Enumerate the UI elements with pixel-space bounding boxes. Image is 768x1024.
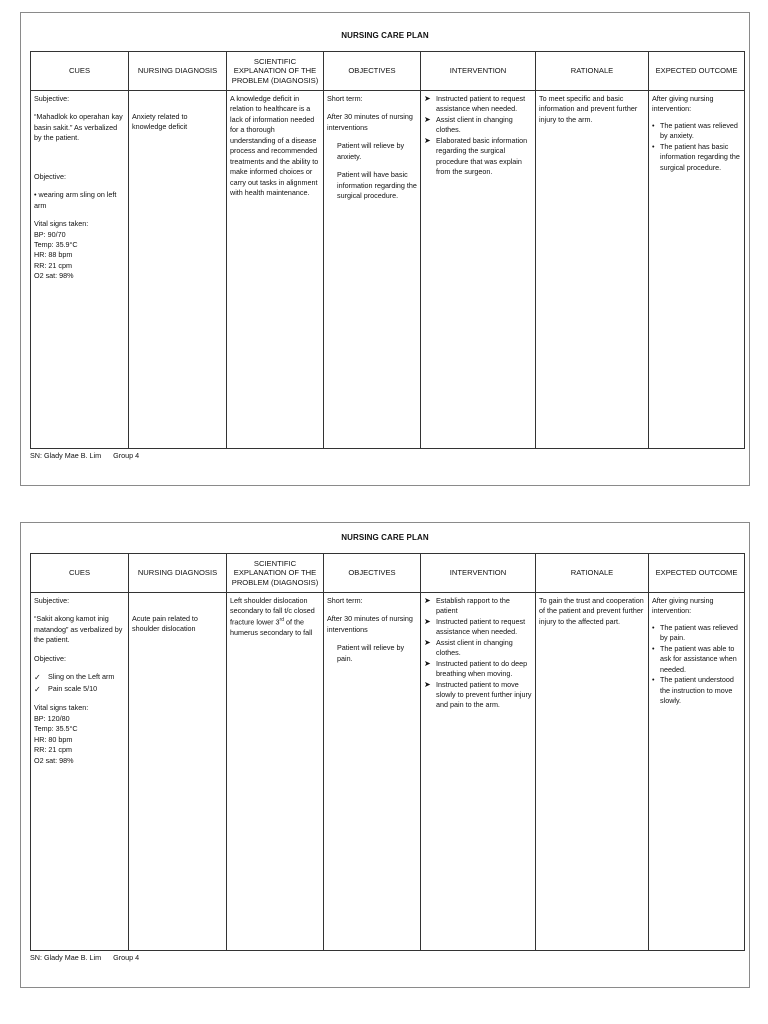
- subjective-text: “Sakit akong kamot inig matandog” as verbalized by the patient.: [34, 614, 123, 645]
- page-footer: [30, 451, 139, 460]
- arrow-bullet-icon: ➤: [424, 114, 431, 124]
- group-label: Group 4: [113, 953, 140, 962]
- subjective-text: “Mahadlok ko operahan kay basin sakit.” As verbalized by the patient.: [34, 112, 123, 143]
- objectives-cell: [324, 593, 421, 951]
- checkmark-icon: ✓: [34, 673, 41, 683]
- table-row: [31, 91, 745, 449]
- objective-goal: Patient will have basic information regarding the surgical procedure.: [337, 170, 417, 201]
- objectives-label: Short term:: [327, 596, 363, 605]
- subjective-label: Subjective:: [34, 596, 70, 605]
- objectives-intro: After 30 minutes of nursing interventions: [327, 614, 413, 634]
- outcome-intro: After giving nursing intervention:: [652, 596, 714, 616]
- objective-goal: Patient will relieve by anxiety.: [337, 141, 405, 161]
- table-row: [31, 593, 745, 951]
- vital-rr: RR: 21 cpm: [34, 745, 72, 755]
- header-intervention: INTERVENTION: [421, 554, 536, 593]
- student-name: SN: Glady Mae B. Lim: [30, 953, 102, 962]
- header-nursing-diagnosis: NURSING DIAGNOSIS: [129, 52, 227, 91]
- intervention-item: ➤ Instructed patient to do deep breathing when moving.: [424, 658, 528, 679]
- header-objectives: OBJECTIVES: [324, 52, 421, 91]
- objective-goal: Patient will relieve by pain.: [337, 643, 405, 663]
- objectives-intro: After 30 minutes of nursing interventions: [327, 112, 413, 132]
- explanation-cell: [227, 593, 324, 951]
- bullet-icon: •: [652, 141, 655, 151]
- outcome-cell: [649, 91, 745, 449]
- arrow-bullet-icon: ➤: [424, 616, 431, 626]
- table-header-row: [31, 52, 745, 91]
- care-plan-table: [30, 51, 745, 449]
- diagnosis-text: Anxiety related to knowledge deficit: [132, 112, 188, 132]
- arrow-bullet-icon: ➤: [424, 679, 431, 689]
- diagnosis-text: Acute pain related to shoulder dislocation: [132, 614, 198, 634]
- vital-bp: BP: 90/70: [34, 229, 66, 239]
- vital-o2: O2 sat: 98%: [34, 271, 74, 281]
- outcome-item: • The patient was relieved by pain.: [652, 622, 738, 643]
- header-rationale: RATIONALE: [536, 554, 649, 593]
- cues-cell: [31, 593, 129, 951]
- intervention-item: ➤ Instructed patient to move slowly to prevent further injury and pain to the arm.: [424, 679, 532, 710]
- subjective-label: Subjective:: [34, 94, 70, 103]
- outcome-item: • The patient was able to ask for assistance when needed.: [652, 643, 737, 674]
- vital-hr: HR: 88 bpm: [34, 250, 73, 260]
- objective-item: ✓ Pain scale 5/10: [34, 683, 98, 694]
- intervention-item: ➤ Assist client in changing clothes.: [424, 637, 513, 658]
- rationale-cell: [536, 91, 649, 449]
- intervention-cell: [421, 91, 536, 449]
- outcome-intro: After giving nursing intervention:: [652, 94, 714, 114]
- arrow-bullet-icon: ➤: [424, 135, 431, 145]
- arrow-bullet-icon: ➤: [424, 637, 431, 647]
- student-name: SN: Glady Mae B. Lim: [30, 451, 102, 460]
- outcome-item: • The patient has basic information regarding the surgical procedure.: [652, 141, 740, 172]
- diagnosis-cell: [129, 593, 227, 951]
- outcome-item: • The patient was relieved by anxiety.: [652, 120, 738, 141]
- explanation-cell: [227, 91, 324, 449]
- vital-o2: O2 sat: 98%: [34, 755, 74, 765]
- header-objectives: OBJECTIVES: [324, 554, 421, 593]
- vital-temp: Temp: 35.9°C: [34, 239, 78, 249]
- vital-hr: HR: 80 bpm: [34, 734, 73, 744]
- objective-label: Objective:: [34, 171, 66, 181]
- rationale-text: To meet specific and basic information and prevent further injury to the arm.: [539, 94, 638, 124]
- header-intervention: INTERVENTION: [421, 52, 536, 91]
- intervention-cell: [421, 593, 536, 951]
- header-rationale: RATIONALE: [536, 52, 649, 91]
- objectives-cell: [324, 91, 421, 449]
- bullet-icon: •: [652, 622, 655, 632]
- vital-temp: Temp: 35.5°C: [34, 724, 78, 734]
- page-footer: [30, 953, 139, 962]
- header-nursing-diagnosis: NURSING DIAGNOSIS: [129, 554, 227, 593]
- header-expected-outcome: EXPECTED OUTCOME: [649, 52, 745, 91]
- care-plan-page-2: [20, 522, 750, 988]
- arrow-bullet-icon: ➤: [424, 596, 431, 605]
- table-header-row: [31, 554, 745, 593]
- diagnosis-cell: [129, 91, 227, 449]
- care-plan-table: [30, 553, 745, 951]
- bullet-icon: •: [652, 120, 655, 130]
- objective-item: ✓ Sling on the Left arm: [34, 672, 115, 683]
- page-title: NURSING CARE PLAN: [341, 31, 429, 40]
- objective-item: • wearing arm sling on left arm: [34, 190, 117, 210]
- header-cues: CUES: [31, 554, 129, 593]
- intervention-item: ➤ Elaborated basic information regarding the surgical procedure that was explain from the surgeon.: [424, 135, 528, 177]
- group-label: Group 4: [113, 451, 140, 460]
- arrow-bullet-icon: ➤: [424, 94, 431, 103]
- vital-bp: BP: 120/80: [34, 713, 70, 723]
- outcome-cell: [649, 593, 745, 951]
- header-expected-outcome: EXPECTED OUTCOME: [649, 554, 745, 593]
- objectives-label: Short term:: [327, 94, 363, 103]
- rationale-cell: [536, 593, 649, 951]
- arrow-bullet-icon: ➤: [424, 658, 431, 668]
- intervention-item: ➤ Instructed patient to request assistance when needed.: [424, 94, 526, 114]
- vitals-label: Vital signs taken:: [34, 219, 89, 229]
- intervention-item: ➤ Establish rapport to the patient: [424, 596, 510, 616]
- vitals-label: Vital signs taken:: [34, 703, 89, 713]
- care-plan-page-1: [20, 12, 750, 486]
- checkmark-icon: ✓: [34, 684, 41, 694]
- header-scientific-explanation: SCIENTIFIC EXPLANATION OF THE PROBLEM (DIAGNOSIS): [227, 52, 324, 91]
- rationale-text: To gain the trust and cooperation of the patient and prevent further injury to the affected part.: [539, 596, 644, 626]
- bullet-icon: •: [652, 675, 655, 685]
- cues-cell: [31, 91, 129, 449]
- objective-label: Objective:: [34, 653, 66, 663]
- explanation-text: A knowledge deficit in relation to healthcare is a lack of information needed for a thorough understanding of a disease process and recommended treatments and the ability to make informed choices or carry out tasks in alignment with health maintenance.: [230, 94, 319, 197]
- header-scientific-explanation: SCIENTIFIC EXPLANATION OF THE PROBLEM (DIAGNOSIS): [227, 554, 324, 593]
- page-title: NURSING CARE PLAN: [341, 533, 429, 542]
- explanation-text: Left shoulder dislocation secondary to fall t/c closed fracture lower 3rd of the humerus secondary to fall: [230, 596, 315, 637]
- outcome-item: • The patient understood the instruction to move slowly.: [652, 675, 734, 705]
- vital-rr: RR: 21 cpm: [34, 260, 72, 270]
- bullet-icon: •: [652, 643, 655, 653]
- intervention-item: ➤ Instructed patient to request assistance when needed.: [424, 616, 526, 637]
- header-cues: CUES: [31, 52, 129, 91]
- intervention-item: ➤ Assist client in changing clothes.: [424, 114, 513, 135]
